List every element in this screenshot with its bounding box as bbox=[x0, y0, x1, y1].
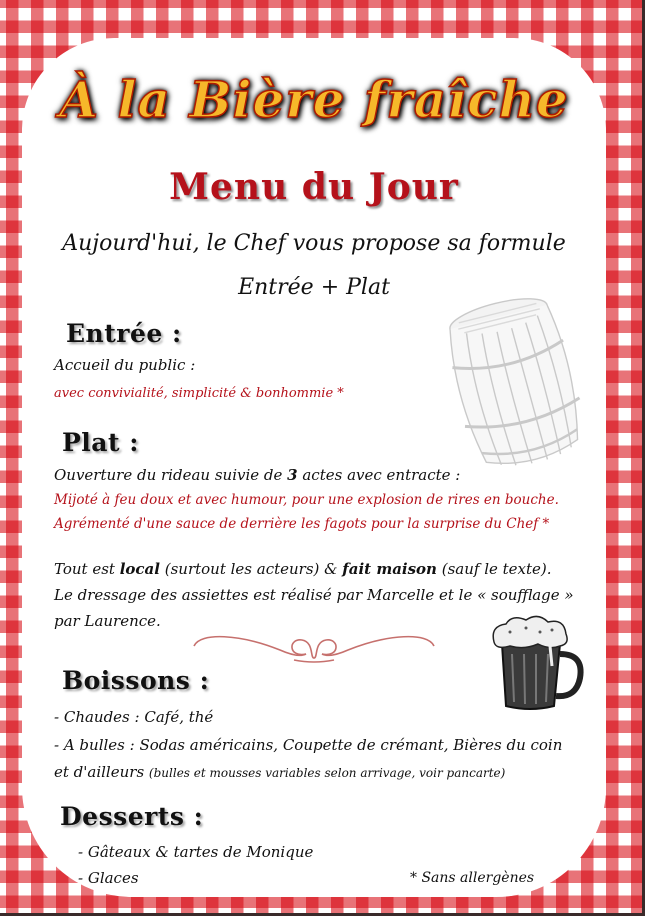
notes-emphasis: fait maison bbox=[342, 560, 437, 578]
boissons-item bbox=[54, 763, 505, 781]
beer-mug-icon bbox=[480, 614, 590, 714]
plat-text: actes avec entracte : bbox=[297, 466, 461, 484]
formula-line: Entrée + Plat bbox=[238, 275, 390, 300]
plat-line bbox=[54, 466, 460, 484]
notes-line bbox=[54, 560, 552, 578]
flourish-divider-icon bbox=[190, 628, 438, 668]
plat-detail: Agrémenté d'une sauce de derrière les fagots pour la surprise du Chef * bbox=[54, 516, 550, 532]
entree-heading: Entrée : bbox=[66, 319, 182, 348]
menu-heading: Menu du Jour bbox=[169, 166, 459, 208]
desserts-heading: Desserts : bbox=[60, 802, 204, 831]
notes-line: Le dressage des assiettes est réalisé par Marcelle et le « soufflage » bbox=[54, 586, 574, 604]
notes-text: Tout est bbox=[54, 560, 120, 578]
entree-detail: avec convivialité, simplicité & bonhommie * bbox=[54, 386, 344, 401]
notes-emphasis: local bbox=[119, 560, 160, 578]
menu-card bbox=[22, 38, 606, 897]
allergen-footnote: * Sans allergènes bbox=[410, 870, 535, 886]
plat-heading: Plat : bbox=[62, 428, 139, 457]
notes-line: par Laurence. bbox=[54, 612, 161, 630]
entree-line: Accueil du public : bbox=[54, 356, 196, 374]
notes-text: (sauf le texte). bbox=[436, 560, 552, 578]
plat-acts-count: 3 bbox=[287, 466, 298, 484]
dessert-item: - Gâteaux & tartes de Monique bbox=[78, 843, 314, 861]
intro-line: Aujourd'hui, le Chef vous propose sa formule bbox=[62, 231, 566, 256]
dessert-item: - Glaces bbox=[78, 869, 139, 887]
plat-detail: Mijoté à feu doux et avec humour, pour une explosion de rires en bouche. bbox=[54, 492, 559, 508]
barrel-icon bbox=[440, 293, 590, 473]
notes-text: (surtout les acteurs) & bbox=[159, 560, 343, 578]
restaurant-title: À la Bière fraîche bbox=[59, 70, 569, 129]
boissons-heading: Boissons : bbox=[62, 666, 210, 695]
plat-text: Ouverture du rideau suivie de bbox=[54, 466, 288, 484]
boissons-note: (bulles et mousses variables selon arrivage, voir pancarte) bbox=[148, 766, 506, 780]
boissons-text: et d'ailleurs bbox=[54, 763, 149, 781]
boissons-item: - A bulles : Sodas américains, Coupette de crémant, Bières du coin bbox=[54, 736, 563, 754]
boissons-item: - Chaudes : Café, thé bbox=[54, 708, 214, 726]
